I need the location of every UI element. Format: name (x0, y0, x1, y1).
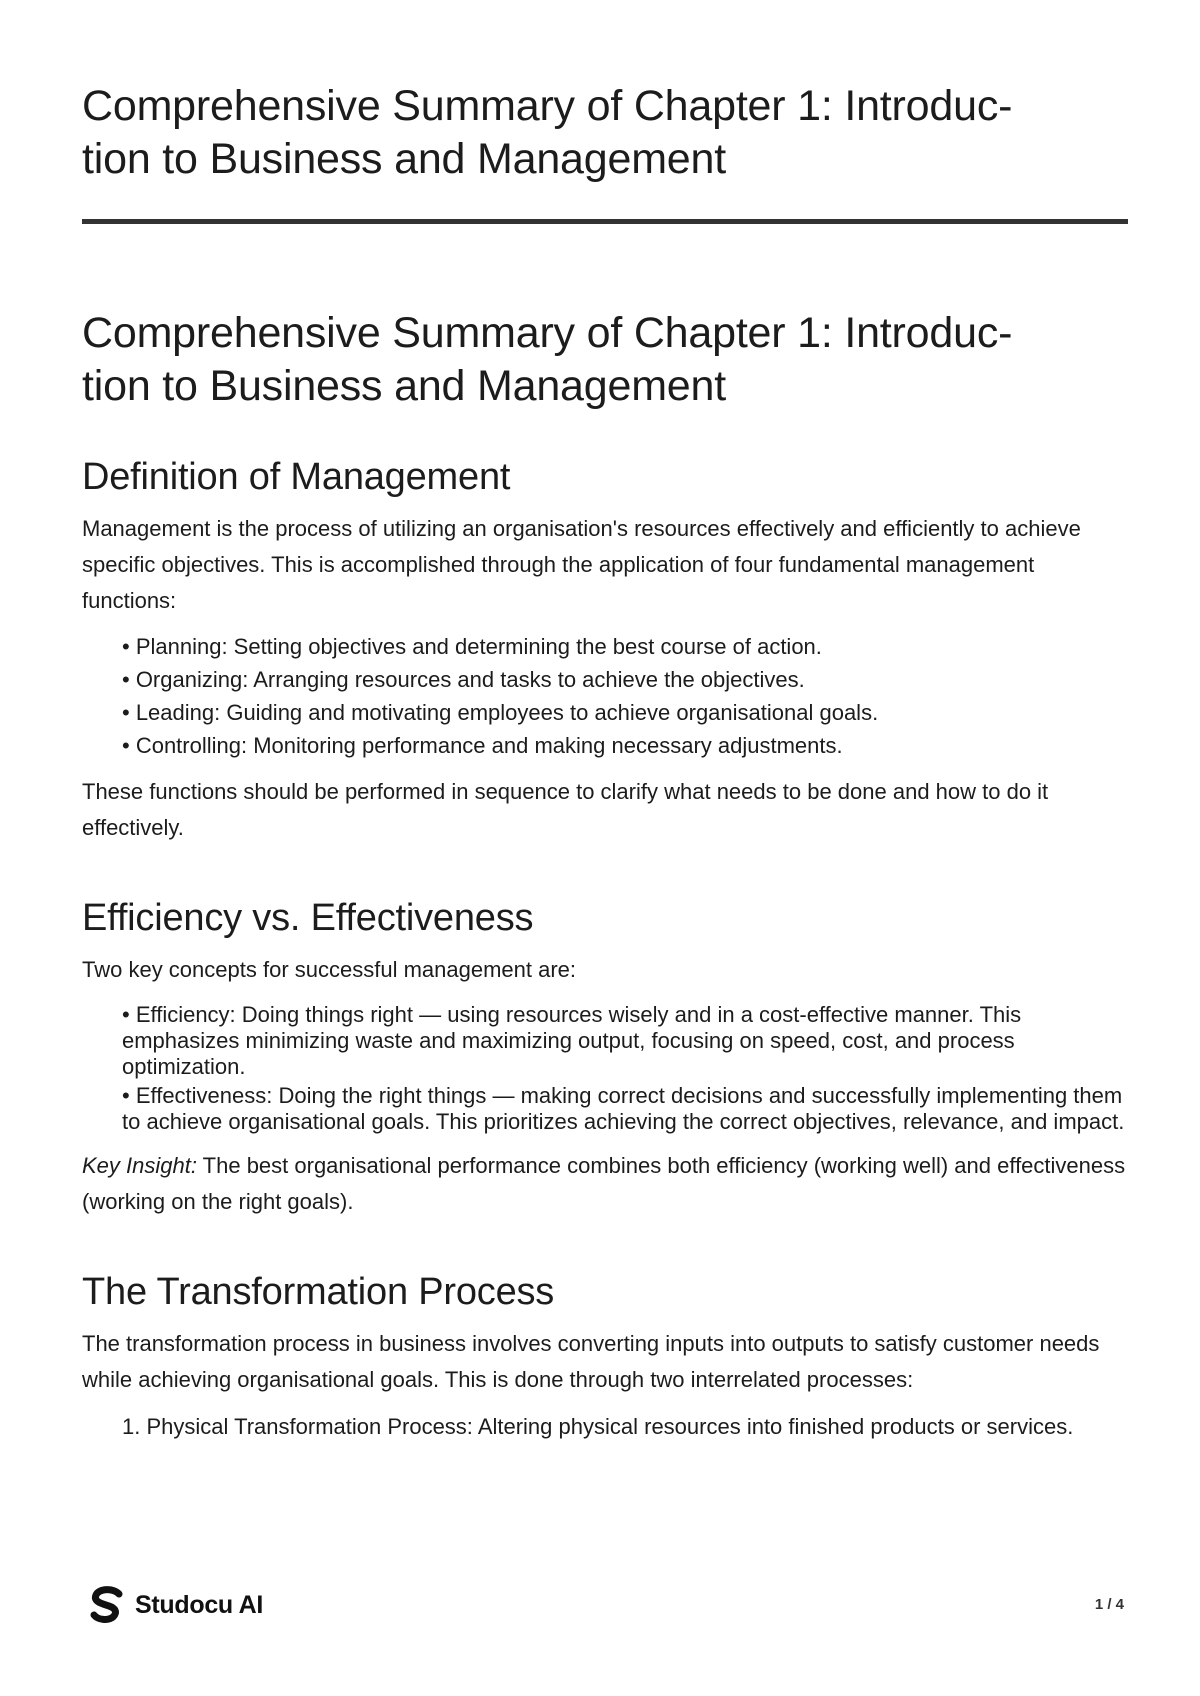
list-item: • Effectiveness: Doing the right things — making correct decisions and successfully implementing them to achieve organisational goals. This prioritizes achieving the correct objectives, relevance, and impact. (122, 1083, 1125, 1134)
studocu-logo-icon (88, 1586, 126, 1624)
document-page (82, 80, 1128, 1440)
efficiency-intro: Two key concepts for successful management are: (82, 957, 577, 982)
list-item: • Controlling: Monitoring performance and making necessary adjustments. (122, 733, 843, 758)
transformation-heading: The Transformation Process (82, 1271, 555, 1313)
efficiency-list (82, 1002, 1128, 1135)
transformation-intro: The transformation process in business involves converting inputs into outputs to satisfy customer needs while achieving organisational goals. This is done through two interrelated processes: (82, 1331, 1100, 1392)
title-divider (82, 219, 1128, 224)
definition-intro: Management is the process of utilizing an organisation's resources effectively and efficiently to achieve specific objectives. This is accomplished through the application of four fundamental management functions: (82, 516, 1081, 613)
key-insight-text: The best organisational performance combines both efficiency (working well) and effectiveness (working on the right goals). (82, 1153, 1126, 1214)
document-title-line-2: tion to Business and Management (82, 135, 726, 183)
list-item: • Efficiency: Doing things right — using resources wisely and in a cost-effective manner. This emphasizes minimizing waste and maximizing output, focusing on speed, cost, and process optimization. (122, 1002, 1022, 1079)
document-title (82, 80, 1128, 186)
list-item: • Planning: Setting objectives and determining the best course of action. (122, 634, 822, 659)
efficiency-heading: Efficiency vs. Effectiveness (82, 897, 534, 939)
key-insight-label: Key Insight: (82, 1153, 197, 1178)
definition-heading: Definition of Management (82, 456, 511, 498)
footer-logo[interactable] (88, 1586, 263, 1624)
list-item: • Leading: Guiding and motivating employees to achieve organisational goals. (122, 700, 879, 725)
section-title (82, 307, 1128, 413)
logo-text: Studocu AI (135, 1590, 264, 1619)
list-item: 1. Physical Transformation Process: Altering physical resources into finished products or services. (122, 1414, 1074, 1439)
document-title-line-1: Comprehensive Summary of Chapter 1: Introduc- (82, 82, 1013, 130)
transformation-list (82, 1414, 1128, 1440)
definition-closing: These functions should be performed in sequence to clarify what needs to be done and how to do it effectively. (82, 779, 1049, 840)
key-insight (82, 1148, 1128, 1220)
section-title-line-2: tion to Business and Management (82, 362, 726, 410)
page-indicator: 1 / 4 (1094, 1596, 1124, 1613)
list-item: • Organizing: Arranging resources and tasks to achieve the objectives. (122, 667, 805, 692)
section-title-line-1: Comprehensive Summary of Chapter 1: Introduc- (82, 309, 1013, 357)
management-functions-list (82, 630, 1128, 762)
